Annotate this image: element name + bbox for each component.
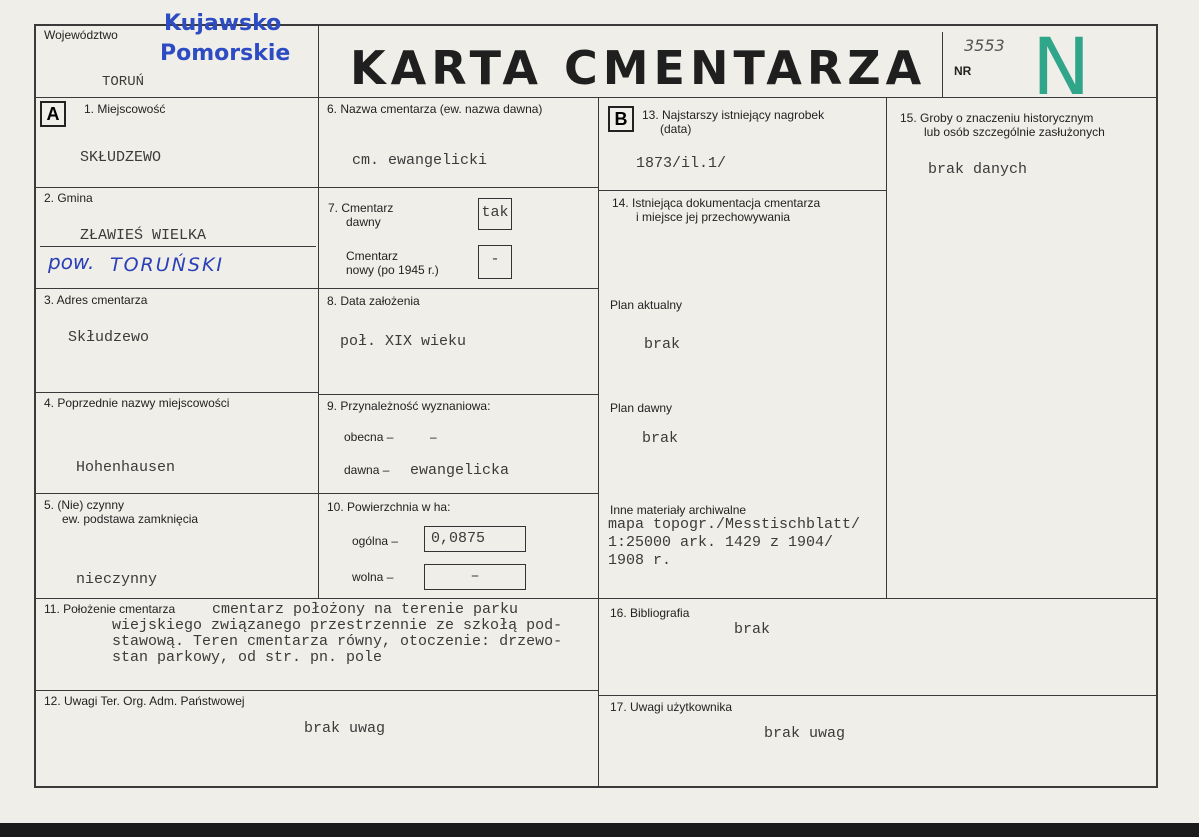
- plan-aktualny-label: Plan aktualny: [610, 298, 683, 312]
- field-15-label-line1: 15. Groby o znaczeniu historycznym: [900, 111, 1094, 125]
- field-9-label: 9. Przynależność wyznaniowa:: [327, 399, 491, 413]
- nr-marker-letter: N: [1032, 23, 1091, 113]
- field-16-label: 16. Bibliografia: [610, 606, 690, 620]
- field-7-dawny-label-line2: dawny: [346, 215, 381, 229]
- field-2-value: ZŁAWIEŚ WIELKA: [80, 227, 207, 244]
- field-2-pow-prefix: pow.: [48, 250, 95, 274]
- col-divider-3: [886, 97, 887, 598]
- field-10-ogolna-label: ogólna –: [352, 534, 399, 548]
- field-7-dawny-label-line1: 7. Cmentarz: [328, 201, 394, 215]
- col-divider-2: [598, 97, 599, 788]
- row-line: [34, 690, 598, 691]
- row-line: [318, 187, 598, 188]
- field-11-line-2: wiejskiego związanego przestrzennie ze szkołą pod-: [112, 617, 563, 634]
- field-17-label: 17. Uwagi użytkownika: [610, 700, 733, 714]
- field-3-label: 3. Adres cmentarza: [44, 293, 148, 307]
- field-2-label: 2. Gmina: [44, 191, 93, 205]
- field-10-wolna-box: –: [424, 564, 526, 590]
- row-line: [318, 394, 598, 395]
- page-title: KARTA CMENTARZA: [350, 41, 927, 95]
- field-15-value: brak danych: [928, 161, 1028, 178]
- field-14-label-line1: 14. Istniejąca dokumentacja cmentarza: [612, 196, 821, 210]
- wojewodztwo-label: Województwo: [44, 28, 118, 42]
- field-16-value: brak: [734, 621, 771, 638]
- field-6-value: cm. ewangelicki: [352, 152, 488, 169]
- field-14-label-line2: i miejsce jej przechowywania: [636, 210, 791, 224]
- field-15-label-line2: lub osób szczególnie zasłużonych: [924, 125, 1105, 139]
- plan-dawny-label: Plan dawny: [610, 401, 673, 415]
- wojewodztwo-stamp-line1: Kujawsko: [164, 11, 282, 36]
- field-13-label-line1: 13. Najstarszy istniejący nagrobek: [642, 108, 825, 122]
- field-9-obecna-value: –: [430, 430, 437, 444]
- field-9-obecna-label: obecna –: [344, 430, 394, 444]
- field-5-value: nieczynny: [76, 571, 158, 588]
- nr-label: NR: [954, 64, 972, 78]
- field-9-dawna-label: dawna –: [344, 463, 390, 477]
- plan-dawny-value: brak: [642, 430, 679, 447]
- row-line: [318, 493, 598, 494]
- field-12-label: 12. Uwagi Ter. Org. Adm. Państwowej: [44, 694, 245, 708]
- field-8-value: poł. XIX wieku: [340, 333, 467, 350]
- row-line: [34, 392, 318, 393]
- section-b-box: B: [608, 106, 634, 132]
- field-11-label: 11. Położenie cmentarza: [44, 602, 176, 616]
- field-3-value: Skłudzewo: [68, 329, 150, 346]
- row-line: [598, 190, 886, 191]
- field-12-value: brak uwag: [304, 720, 386, 737]
- field-13-value: 1873/il.1/: [636, 155, 727, 172]
- field-6-label: 6. Nazwa cmentarza (ew. nazwa dawna): [327, 102, 543, 116]
- field-4-value: Hohenhausen: [76, 459, 176, 476]
- inne-materialy-line-2: 1:25000 ark. 1429 z 1904/: [608, 534, 834, 551]
- inne-materialy-line-3: 1908 r.: [608, 552, 672, 569]
- field-11-line-1: cmentarz położony na terenie parku: [212, 601, 519, 618]
- field-10-wolna-label: wolna –: [352, 570, 394, 584]
- row-line: [34, 598, 1158, 599]
- field-11-line-3: stawową. Teren cmentarza równy, otoczenie: drzewo-: [112, 633, 563, 650]
- wojewodztwo-typed: TORUŃ: [102, 74, 145, 90]
- plan-aktualny-value: brak: [644, 336, 681, 353]
- section-a-box: A: [40, 101, 66, 127]
- inne-materialy-label: Inne materiały archiwalne: [610, 503, 747, 517]
- row-line: [598, 695, 1158, 696]
- nr-handwritten: 3553: [964, 36, 1005, 55]
- field-11-line-4: stan parkowy, od str. pn. pole: [112, 649, 383, 666]
- field-10-label: 10. Powierzchnia w ha:: [327, 500, 451, 514]
- field-2-pow-value: TORUŃSKI: [110, 254, 225, 276]
- scanner-edge: [0, 823, 1199, 837]
- field-13-label-line2: (data): [660, 122, 692, 136]
- nr-divider: [942, 32, 943, 97]
- row-line: [34, 288, 318, 289]
- field-7-nowy-box: -: [478, 245, 512, 279]
- field-7-nowy-label-line1: Cmentarz: [346, 249, 399, 263]
- field-1-value: SKŁUDZEWO: [80, 149, 162, 166]
- field-2-underline: [40, 246, 316, 247]
- col-divider-1: [318, 24, 319, 598]
- field-4-label: 4. Poprzednie nazwy miejscowości: [44, 396, 230, 410]
- header-divider: [34, 97, 1158, 98]
- field-8-label: 8. Data założenia: [327, 294, 420, 308]
- field-5-label-line2: ew. podstawa zamknięcia: [62, 512, 199, 526]
- field-9-dawna-value: ewangelicka: [410, 462, 510, 479]
- row-line: [318, 288, 598, 289]
- field-10-ogolna-box: 0,0875: [424, 526, 526, 552]
- field-7-dawny-box: tak: [478, 198, 512, 230]
- row-line: [34, 187, 318, 188]
- field-5-label-line1: 5. (Nie) czynny: [44, 498, 125, 512]
- field-1-label: 1. Miejscowość: [84, 102, 166, 116]
- field-7-nowy-label-line2: nowy (po 1945 r.): [346, 263, 439, 277]
- field-17-value: brak uwag: [764, 725, 846, 742]
- row-line: [34, 493, 318, 494]
- wojewodztwo-stamp-line2: Pomorskie: [160, 41, 291, 66]
- inne-materialy-line-1: mapa topogr./Messtischblatt/: [608, 516, 861, 533]
